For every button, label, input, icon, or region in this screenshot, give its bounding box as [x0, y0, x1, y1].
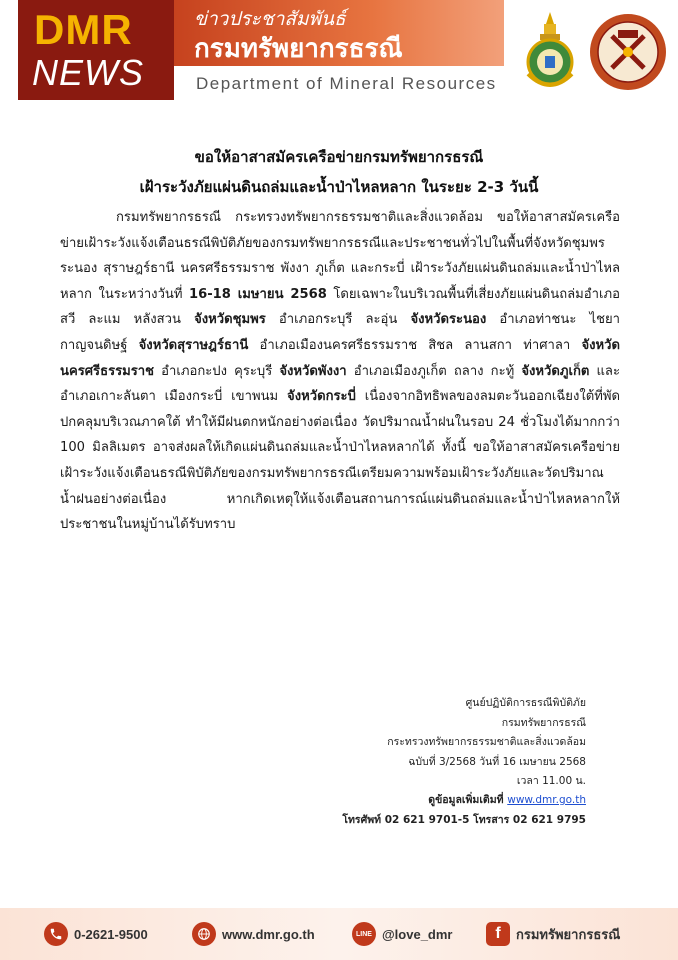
header-subtitle: ข่าวประชาสัมพันธ์: [194, 8, 346, 30]
province-nakhon-si-thammarat: จังหวัดนครศรีธรรมราช: [60, 337, 620, 379]
title-banner: [174, 0, 504, 66]
signature-block: [300, 694, 586, 792]
province-ranong: จังหวัดระนอง: [410, 312, 487, 328]
announcement-body: [60, 205, 620, 538]
body-paragraph: [60, 205, 620, 538]
body-text: กรมทรัพยากรธรณี กระทรวงทรัพยากรธรรมชาติและสิ่งแวดล้อม ขอให้อาสาสมัครเครือข่ายเฝ้าระวังแจ้งเตือนธรณีพิบัติภัยของกรมทรัพยากรธรณีและประชาชนทั่วไปในพื้นที่จังหวัดชุมพร ระนอง สุราษฎร์ธานี นครศรีธรรมราช พังงา ภูเก็ต และกระบี่ เฝ้าระวังภัยแผ่นดินถล่มและน้ำป่าไหลหลาก ในระหว่างวันที่: [60, 210, 620, 302]
body-text: อำเภอกะปง คุระบุรี: [154, 363, 280, 379]
web-globe-icon: [192, 922, 216, 946]
body-text: อำเภอเมืองภูเก็ต ถลาง กะทู้: [346, 363, 522, 379]
body-text: โดยเฉพาะในบริเวณพื้นที่เสี่ยงภัยแผ่นดินถล่มอำเภอสวี ละแม หลังสวน: [60, 286, 620, 328]
more-info-line: [300, 790, 586, 810]
body-text: อำเภอกระบุรี ละอุ่น: [265, 312, 411, 328]
royal-emblem-icon: [518, 10, 582, 94]
body-text: และอำเภอเกาะลันตา เมืองกระบี่ เขาพนม: [60, 363, 620, 405]
province-chumphon: จังหวัดชุมพร: [194, 312, 266, 328]
footer: [0, 908, 678, 960]
signature-center: ศูนย์ปฏิบัติการธรณีพิบัติภัย: [465, 697, 586, 709]
dmr-seal-icon: [588, 12, 668, 92]
header-title-english: Department of Mineral Resources: [196, 74, 497, 93]
body-text: เนื่องจากอิทธิพลของลมตะวันออกเฉียงใต้ที่พัดปกคลุมบริเวณภาคใต้ ทำให้มีฝนตกหนักอย่างต่อเนื่อง วัดปริมาณน้ำฝนในรอบ 24 ชั่วโมงได้มากกว่า 100 มิลลิเมตร อาจส่งผลให้เกิดแผ่นดินถล่มและน้ำป่าไหลหลากได้ ทั้งนี้ ขอให้อาสาสมัครเครือข่ายเฝ้าระวังแจ้งเตือนธรณีพิบัติภัยของกรมทรัพยากรธรณีเตรียมความพร้อมเฝ้าระวังภัยและวัดปริมาณน้ำฝนอย่างต่อเนื่อง หากเกิดเหตุให้แจ้งเตือนสถานการณ์แผ่นดินถล่มและน้ำป่าไหลหลากให้ประชาชนในหมู่บ้านได้รับทราบ: [60, 389, 621, 533]
headline-line-1: ขอให้อาสาสมัครเครือข่ายกรมทรัพยากรธรณี: [194, 148, 484, 166]
province-surat-thani: จังหวัดสุราษฎร์ธานี: [138, 337, 249, 353]
footer-phone[interactable]: [44, 921, 148, 947]
phone-icon: [44, 922, 68, 946]
headline: [0, 142, 678, 202]
logo-news-text: NEWS: [32, 52, 144, 93]
headline-line-2: เฝ้าระวังภัยแผ่นดินถล่มและน้ำป่าไหลหลาก ในระยะ 2-3 วันนี้: [139, 178, 539, 196]
signature-ministry: กระทรวงทรัพยากรธรรมชาติและสิ่งแวดล้อม: [387, 736, 586, 748]
contact-block: [300, 790, 586, 830]
header-title: กรมทรัพยากรธรณี: [194, 34, 403, 64]
header: [0, 0, 678, 104]
body-text: อำเภอเมืองนครศรีธรรมราช สิชล ลานสกา ท่าศาลา: [248, 337, 582, 353]
dmr-news-logo: [18, 0, 174, 100]
province-krabi: จังหวัดกระบี่: [287, 389, 356, 405]
footer-website[interactable]: [192, 921, 315, 947]
logo-dmr-text: DMR: [34, 6, 133, 53]
warning-dates: 16-18 เมษายน 2568: [189, 286, 327, 302]
signature-department: กรมทรัพยากรธรณี: [501, 716, 586, 729]
footer-line[interactable]: [352, 921, 452, 947]
footer-facebook[interactable]: [486, 921, 620, 947]
province-phuket: จังหวัดภูเก็ต: [521, 363, 590, 379]
issue-time: เวลา 11.00 น.: [516, 775, 586, 787]
province-phang-nga: จังหวัดพังงา: [279, 363, 347, 379]
body-text: อำเภอท่าชนะ ไชยา กาญจนดิษฐ์: [60, 312, 620, 353]
line-app-icon: LINE: [352, 922, 376, 946]
website-link[interactable]: www.dmr.go.th: [507, 794, 586, 806]
phone-fax-line: โทรศัพท์ 02 621 9701-5 โทรสาร 02 621 9795: [342, 814, 586, 826]
footer-line-text: @love_dmr: [382, 926, 453, 942]
more-info-label: ดูข้อมูลเพิ่มเติมที่: [428, 794, 508, 806]
facebook-icon: f: [486, 922, 510, 946]
footer-website-text: www.dmr.go.th: [222, 926, 315, 942]
issue-number-date: ฉบับที่ 3/2568 วันที่ 16 เมษายน 2568: [408, 755, 586, 768]
footer-phone-text: 0-2621-9500: [74, 926, 148, 942]
footer-facebook-text: กรมทรัพยากรธรณี: [516, 926, 621, 942]
